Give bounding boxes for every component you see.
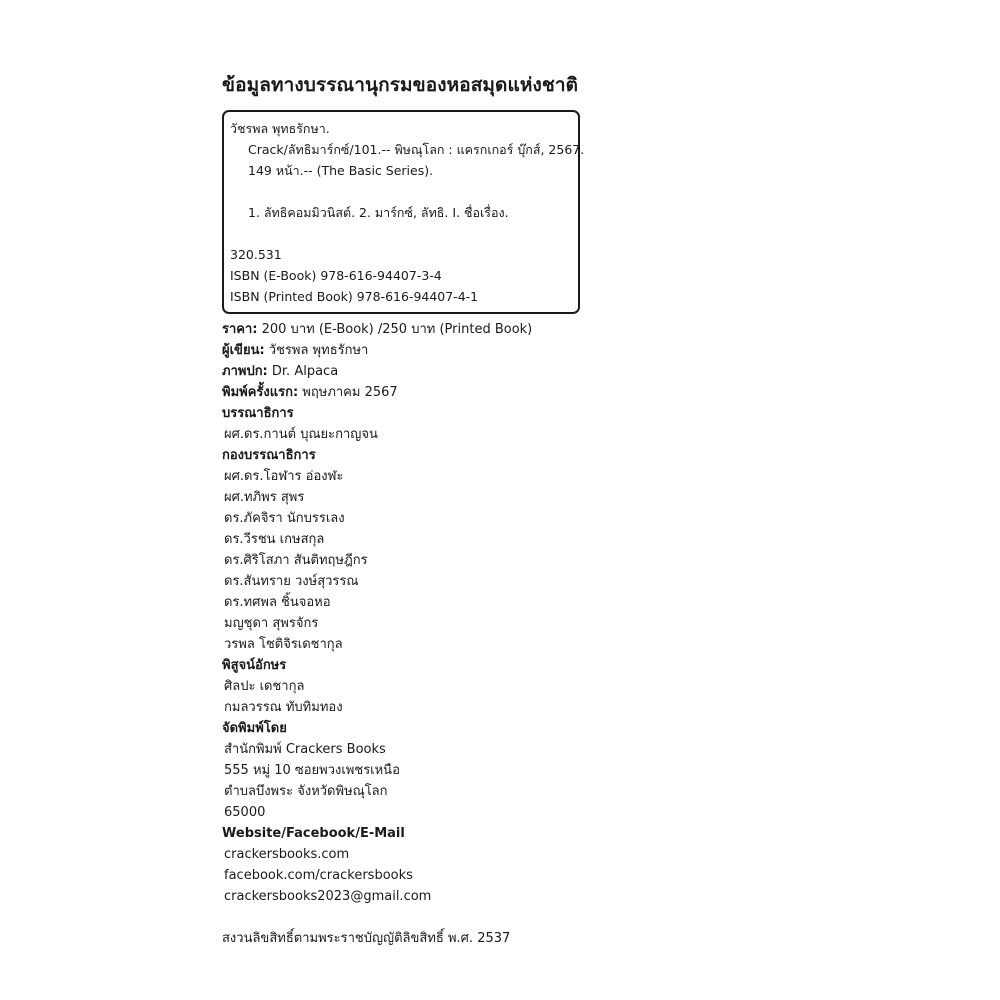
book-info [222, 319, 642, 907]
cip-classification: 320.531 [230, 247, 282, 262]
author-row [222, 340, 642, 361]
publisher-line: ตำบลบึงพระ จังหวัดพิษณุโลก [224, 784, 388, 799]
website-link: crackersbooks.com [224, 847, 350, 862]
cip-spacer [230, 223, 578, 244]
copyright-page [222, 70, 642, 949]
cip-title-line: Crack/ลัทธิมาร์กซ์/101.-- พิษณุโลก : แครกเกอร์ บุ๊กส์, 2567. [248, 142, 585, 157]
board-member: ดร.สันทราย วงษ์สุวรรณ [224, 574, 359, 589]
first-print-row [222, 382, 642, 403]
first-print-value: พฤษภาคม 2567 [298, 385, 398, 400]
cip-subjects-line: 1. ลัทธิคอมมิวนิสต์. 2. มาร์กซ์, ลัทธิ. I. ชื่อเรื่อง. [248, 205, 509, 220]
publisher-line: สำนักพิมพ์ Crackers Books [224, 742, 386, 757]
cip-spacer [230, 181, 578, 202]
page-title: ข้อมูลทางบรรณานุกรมของหอสมุดแห่งชาติ [222, 74, 579, 96]
proofreader-name: กมลวรรณ ทับทิมทอง [224, 700, 343, 715]
proofreaders-title: พิสูจน์อักษร [222, 658, 287, 673]
price-value: 200 บาท (E-Book) /250 บาท (Printed Book) [257, 322, 533, 337]
cover-value: Dr. Alpaca [267, 364, 339, 379]
board-member: ผศ.ดร.โอฬาร อ่องฬะ [224, 469, 344, 484]
cip-author: วัชรพล พุทธรักษา. [230, 121, 330, 136]
board-member: วรพล โชติจิรเดชากุล [224, 637, 343, 652]
price-row [222, 319, 642, 340]
cip-record-box [222, 110, 585, 314]
cover-row [222, 361, 642, 382]
board-member: ดร.วีรชน เกษสกุล [224, 532, 325, 547]
cip-isbn-ebook: ISBN (E-Book) 978-616-94407-3-4 [230, 268, 442, 283]
cip-pages-line: 149 หน้า.-- (The Basic Series). [248, 163, 434, 178]
editor-name: ผศ.ดร.กานต์ บุณยะกาญจน [224, 427, 378, 442]
first-print-label: พิมพ์ครั้งแรก: [222, 385, 299, 400]
contact-title: Website/Facebook/E-Mail [222, 826, 405, 841]
cover-label: ภาพปก: [222, 364, 268, 379]
author-value: วัชรพล พุทธรักษา [264, 343, 369, 358]
board-member: ผศ.ทภิพร สุพร [224, 490, 305, 505]
copyright-notice: สงวนลิขสิทธิ์ตามพระราชบัญญัติลิขสิทธิ์ พ.ศ. 2537 [222, 931, 511, 946]
price-label: ราคา: [222, 322, 258, 337]
board-member: มญชุดา สุพรจักร [224, 616, 319, 631]
proofreader-name: ศิลปะ เดชากุล [224, 679, 305, 694]
board-member: ดร.ศิริโสภา สันติทฤษฎีกร [224, 553, 368, 568]
publisher-title: จัดพิมพ์โดย [222, 721, 287, 736]
board-member: ดร.ภัคจิรา นักบรรเลง [224, 511, 345, 526]
publisher-line: 65000 [224, 805, 266, 820]
author-label: ผู้เขียน: [222, 343, 265, 358]
editor-title: บรรณาธิการ [222, 406, 294, 421]
email-address: crackersbooks2023@gmail.com [224, 889, 432, 904]
publisher-line: 555 หมู่ 10 ซอยพวงเพชรเหนือ [224, 763, 400, 778]
board-member: ดร.ทศพล ชิ้นจอหอ [224, 595, 331, 610]
editorial-board-title: กองบรรณาธิการ [222, 448, 316, 463]
cip-isbn-print: ISBN (Printed Book) 978-616-94407-4-1 [230, 289, 479, 304]
facebook-link: facebook.com/crackersbooks [224, 868, 413, 883]
